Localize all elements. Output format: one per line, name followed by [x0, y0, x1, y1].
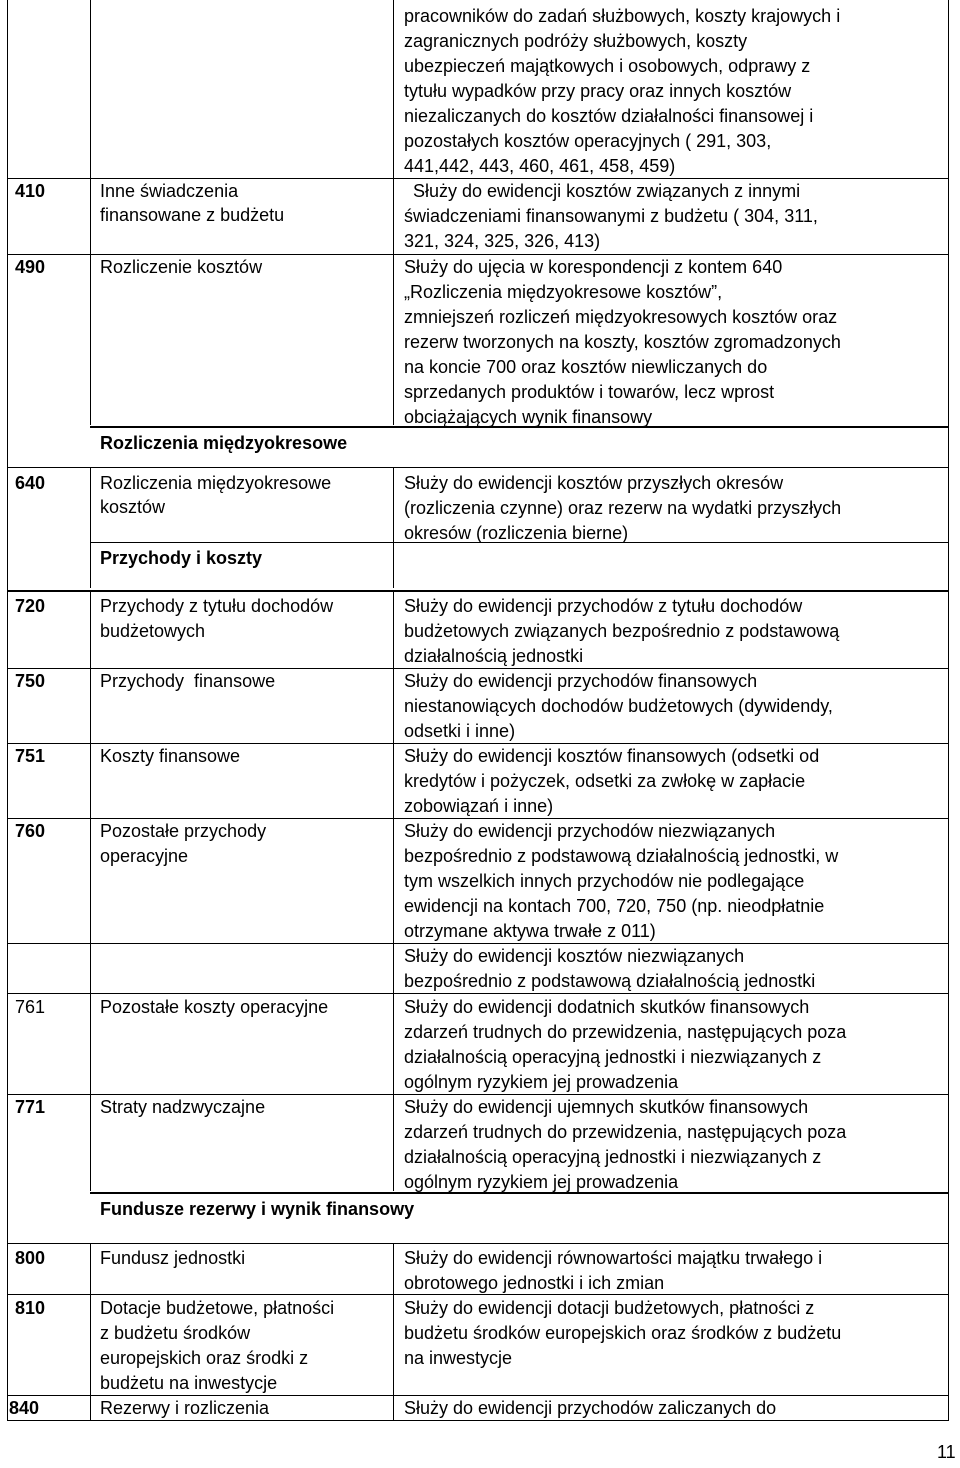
- account-number: 810: [15, 1298, 46, 1318]
- account-name: Dotacje budżetowe, płatności: [100, 1298, 335, 1318]
- column-divider-2: [393, 591, 394, 1191]
- section-heading: Rozliczenia międzyokresowe: [100, 433, 348, 453]
- account-description: Służy do ewidencji kosztów niezwiązanych: [404, 946, 745, 966]
- account-name: Przychody finansowe: [100, 671, 276, 691]
- account-name: Koszty finansowe: [100, 746, 241, 766]
- account-description: Służy do ewidencji równowartości majątku trwałego i: [404, 1248, 823, 1268]
- description-line: zagranicznych podróży służbowych, koszty: [404, 31, 748, 51]
- account-name: Inne świadczenia: [100, 181, 239, 201]
- account-description: bezpośrednio z podstawową działalnością jednostki, w: [404, 846, 839, 866]
- account-description: Służy do ewidencji dotacji budżetowych, płatności z: [404, 1298, 815, 1318]
- description-line: ubezpieczeń majątkowych i osobowych, odprawy z: [404, 56, 811, 76]
- account-description: budżetowych związanych bezpośrednio z podstawową: [404, 621, 840, 641]
- account-description: Służy do ewidencji przychodów z tytułu dochodów: [404, 596, 803, 616]
- account-description: Służy do ewidencji przychodów finansowych: [404, 671, 758, 691]
- account-number: 771: [15, 1097, 46, 1117]
- account-name: Rozliczenia międzyokresowe: [100, 473, 332, 493]
- account-description: świadczeniami finansowanymi z budżetu ( 304, 311,: [404, 206, 818, 226]
- row-line: [7, 590, 949, 592]
- account-description: Służy do ujęcia w korespondencji z kontem 640: [404, 257, 783, 277]
- table-border-left: [7, 0, 8, 1421]
- account-description: na inwestycje: [404, 1348, 513, 1368]
- page-number: 11: [937, 1442, 956, 1462]
- account-name: Fundusz jednostki: [100, 1248, 246, 1268]
- account-description: obrotowego jednostki i ich zmian: [404, 1273, 665, 1293]
- account-description: Służy do ewidencji dodatnich skutków finansowych: [404, 997, 810, 1017]
- section-heading: Przychody i koszty: [100, 548, 263, 568]
- account-number: 640: [15, 473, 46, 493]
- section-heading: Fundusze rezerwy i wynik finansowy: [100, 1199, 415, 1219]
- account-description: rezerw tworzonych na koszty, kosztów zgromadzonych: [404, 332, 841, 352]
- column-divider-1: [90, 591, 91, 1191]
- account-description: niestanowiących dochodów budżetowych (dywidendy,: [404, 696, 833, 716]
- description-line: 441,442, 443, 460, 461, 458, 459): [404, 156, 676, 176]
- account-description: zmniejszeń rozliczeń międzyokresowych kosztów oraz: [404, 307, 838, 327]
- account-number: 800: [15, 1248, 46, 1268]
- account-name: finansowane z budżetu: [100, 205, 285, 225]
- account-description: obciążających wynik finansowy: [404, 407, 653, 427]
- row-line: [7, 1243, 949, 1244]
- account-number: 840: [9, 1398, 40, 1418]
- account-name: Pozostałe przychody: [100, 821, 267, 841]
- account-description: Służy do ewidencji kosztów finansowych (odsetki od: [404, 746, 820, 766]
- account-description: budżetu środków europejskich oraz środków z budżetu: [404, 1323, 842, 1343]
- table-border-right: [948, 0, 949, 1421]
- account-number: 490: [15, 257, 46, 277]
- row-line: [7, 467, 949, 468]
- account-description: sprzedanych produktów i towarów, lecz wprost: [404, 382, 775, 402]
- account-name: Rozliczenie kosztów: [100, 257, 263, 277]
- column-divider-1: [90, 0, 91, 425]
- account-description: działalnością operacyjną jednostki i niezwiązanych z: [404, 1047, 822, 1067]
- account-description: zdarzeń trudnych do przewidzenia, następujących poza: [404, 1022, 847, 1042]
- account-name: Pozostałe koszty operacyjne: [100, 997, 329, 1017]
- account-description: działalnością jednostki: [404, 646, 584, 666]
- account-description: odsetki i inne): [404, 721, 516, 741]
- account-description: 321, 324, 325, 326, 413): [404, 231, 601, 251]
- account-description: (rozliczenia czynne) oraz rezerw na wydatki przyszłych: [404, 498, 842, 518]
- account-description: zdarzeń trudnych do przewidzenia, następujących poza: [404, 1122, 847, 1142]
- account-description: otrzymane aktywa trwałe z 011): [404, 921, 656, 941]
- account-description: Służy do ewidencji przychodów zaliczanych do: [404, 1398, 777, 1418]
- account-description: Służy do ewidencji przychodów niezwiązanych: [404, 821, 776, 841]
- account-number: 751: [15, 746, 46, 766]
- account-name: europejskich oraz środki z: [100, 1348, 309, 1368]
- account-name: kosztów: [100, 497, 166, 517]
- description-line: tytułu wypadków przy pracy oraz innych kosztów: [404, 81, 792, 101]
- account-description: kredytów i pożyczek, odsetki za zwłokę w zapłacie: [404, 771, 806, 791]
- account-number: 410: [15, 181, 46, 201]
- account-description: na koncie 700 oraz kosztów niewliczanych do: [404, 357, 768, 377]
- account-number: 720: [15, 596, 46, 616]
- account-description: „Rozliczenia międzyokresowe kosztów”,: [404, 282, 723, 302]
- account-name: Straty nadzwyczajne: [100, 1097, 266, 1117]
- account-name: operacyjne: [100, 846, 189, 866]
- column-divider-1: [90, 467, 91, 588]
- account-name: Rezerwy i rozliczenia: [100, 1398, 270, 1418]
- account-description: okresów (rozliczenia bierne): [404, 523, 629, 543]
- account-number: 750: [15, 671, 46, 691]
- account-description: Służy do ewidencji ujemnych skutków finansowych: [404, 1097, 809, 1117]
- account-description: tym wszelkich innych przychodów nie podlegające: [404, 871, 805, 891]
- account-name: budżetu na inwestycje: [100, 1373, 278, 1393]
- description-line: pozostałych kosztów operacyjnych ( 291, 303,: [404, 131, 772, 151]
- account-name: budżetowych: [100, 621, 206, 641]
- account-name: z budżetu środków: [100, 1323, 251, 1343]
- account-description: działalnością operacyjną jednostki i niezwiązanych z: [404, 1147, 822, 1167]
- account-number: 760: [15, 821, 46, 841]
- account-description: Służy do ewidencji kosztów związanych z innymi: [413, 181, 801, 201]
- account-description: ogólnym ryzykiem jej prowadzenia: [404, 1172, 679, 1192]
- account-description: ewidencji na kontach 700, 720, 750 (np. nieodpłatnie: [404, 896, 825, 916]
- account-description: Służy do ewidencji kosztów przyszłych okresów: [404, 473, 784, 493]
- account-description: ogólnym ryzykiem jej prowadzenia: [404, 1072, 679, 1092]
- description-line: niezaliczanych do kosztów działalności finansowej i: [404, 106, 814, 126]
- column-divider-2: [393, 0, 394, 425]
- description-line: pracowników do zadań służbowych, koszty krajowych i: [404, 6, 841, 26]
- account-name: Przychody z tytułu dochodów: [100, 596, 334, 616]
- column-divider-2: [393, 467, 394, 588]
- account-number: 761: [15, 997, 46, 1017]
- account-description: bezpośrednio z podstawową działalnością jednostki: [404, 971, 816, 991]
- account-description: zobowiązań i inne): [404, 796, 554, 816]
